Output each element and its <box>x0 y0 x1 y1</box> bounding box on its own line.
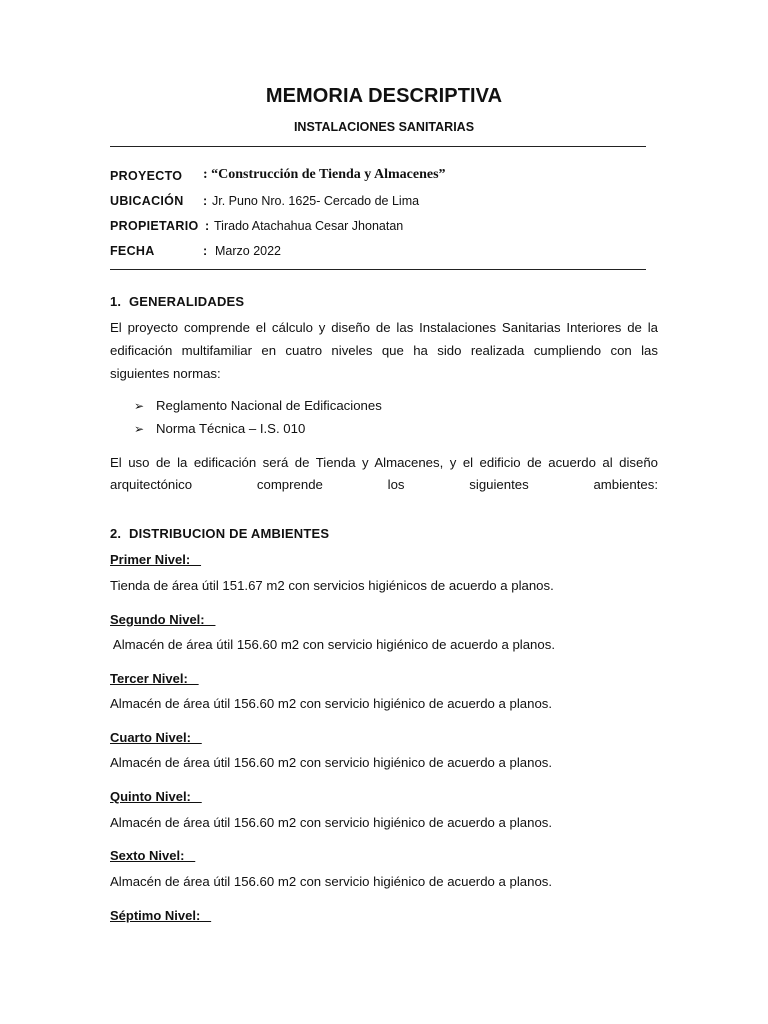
bullet-arrow-icon: ➢ <box>134 422 145 436</box>
section1-heading: GENERALIDADES <box>129 294 245 309</box>
section1-paragraph2-line2 <box>110 477 658 492</box>
ubicacion-value: Jr. Puno Nro. 1625- Cercado de Lima <box>212 194 420 208</box>
ubicacion-label: UBICACIÓN <box>110 194 184 208</box>
fecha-value: Marzo 2022 <box>215 244 282 258</box>
bullet-arrow-icon: ➢ <box>134 399 145 413</box>
bullet-item: Norma Técnica – I.S. 010 <box>156 421 306 436</box>
level-heading: Segundo Nivel: <box>110 612 216 627</box>
level-heading: Cuarto Nivel: <box>110 730 202 745</box>
level-description: Almacén de área útil 156.60 m2 con servicio higiénico de acuerdo a planos. <box>110 815 553 830</box>
proyecto-value: : “Construcción de Tienda y Almacenes” <box>203 167 446 182</box>
level-heading: Séptimo Nivel: <box>110 908 212 923</box>
fecha-colon: : <box>203 244 208 258</box>
level-description: Almacén de área útil 156.60 m2 con servicio higiénico de acuerdo a planos. <box>110 696 553 711</box>
level-description: Almacén de área útil 156.60 m2 con servicio higiénico de acuerdo a planos. <box>110 755 553 770</box>
level-heading: Primer Nivel: <box>110 552 202 567</box>
document-title: MEMORIA DESCRIPTIVA <box>265 85 503 107</box>
propietario-colon: : <box>205 219 210 233</box>
propietario-label: PROPIETARIO <box>110 219 199 233</box>
level-heading: Sexto Nivel: <box>110 848 196 863</box>
word: ambientes: <box>593 477 658 492</box>
proyecto-label: PROYECTO <box>110 169 183 183</box>
word: comprende <box>256 477 323 492</box>
section2-number: 2. <box>110 526 122 541</box>
bullet-item: Reglamento Nacional de Edificaciones <box>156 398 382 413</box>
info-divider <box>110 269 646 270</box>
level-heading: Tercer Nivel: <box>110 671 199 686</box>
section2-heading: DISTRIBUCION DE AMBIENTES <box>129 526 330 541</box>
word: los <box>387 477 405 492</box>
fecha-label: FECHA <box>110 244 155 258</box>
word: arquitectónico <box>110 477 193 492</box>
document-subtitle: INSTALACIONES SANITARIAS <box>293 120 475 134</box>
section1-paragraph: El proyecto comprende el cálculo y diseño de las Instalaciones Sanitarias Interiores de la edificación multifamiliar en cuatro niveles que ha sido realizada cumpliendo con las siguientes normas: <box>110 320 658 381</box>
word: siguientes <box>469 477 529 492</box>
top-divider <box>110 146 646 147</box>
section1-paragraph2-line1: El uso de la edificación será de Tienda y Almacenes, y el edificio de acuerdo al diseño <box>110 455 658 470</box>
propietario-value: Tirado Atachahua Cesar Jhonatan <box>214 219 404 233</box>
section1-number: 1. <box>110 294 122 309</box>
level-heading: Quinto Nivel: <box>110 789 202 804</box>
ubicacion-colon: : <box>203 194 208 208</box>
level-description: Almacén de área útil 156.60 m2 con servicio higiénico de acuerdo a planos. <box>110 637 555 652</box>
level-description: Tienda de área útil 151.67 m2 con servicios higiénicos de acuerdo a planos. <box>110 578 554 593</box>
level-description: Almacén de área útil 156.60 m2 con servicio higiénico de acuerdo a planos. <box>110 874 553 889</box>
